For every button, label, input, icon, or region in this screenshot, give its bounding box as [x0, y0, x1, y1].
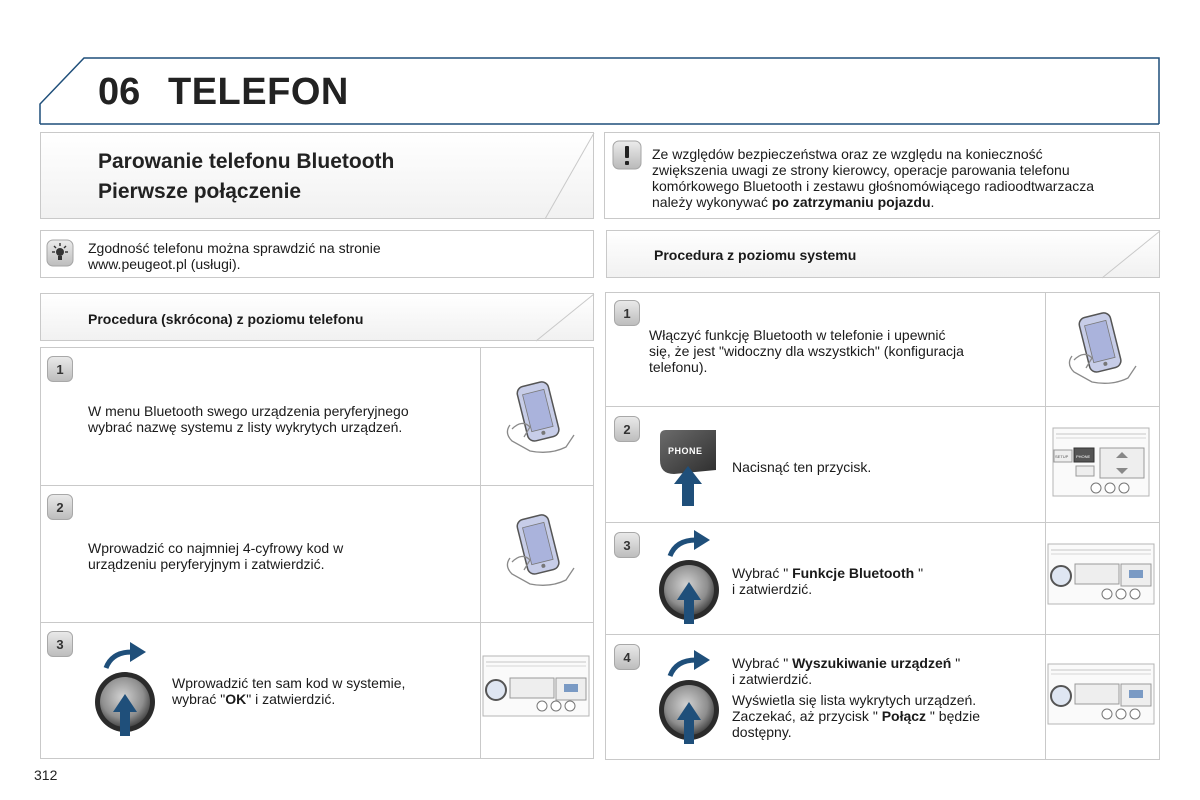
phone-key-press-icon — [658, 426, 720, 508]
right-procedure-header: Procedura z poziomu systemu — [654, 247, 857, 263]
chapter-number: 06 — [98, 71, 141, 113]
tip-line1: Zgodność telefonu można sprawdzić na stronie — [88, 240, 381, 256]
step-text-line2: urządzeniu peryferyjnym i zatwierdzić. — [88, 556, 325, 572]
step-badge: 1 — [614, 300, 640, 326]
phone-in-hand-icon — [1062, 306, 1142, 386]
step-badge: 1 — [47, 356, 73, 382]
chapter-title: TELEFON — [168, 71, 349, 113]
step-text-line5: dostępny. — [732, 724, 792, 740]
step-text-line1: Włączyć funkcję Bluetooth w telefonie i upewnić — [649, 327, 946, 343]
section-title-line1: Parowanie telefonu Bluetooth — [98, 150, 395, 173]
step-badge: 2 — [614, 416, 640, 442]
step-text-line1: Wprowadzić ten sam kod w systemie, — [172, 675, 406, 691]
radio-panel-phone-highlight — [1052, 426, 1152, 498]
step-text-line1: W menu Bluetooth swego urządzenia peryferyjnego — [88, 403, 409, 419]
warning-text-bold: po zatrzymaniu pojazdu — [771, 194, 931, 210]
section-title-line2: Pierwsze połączenie — [98, 180, 302, 203]
step-text-line2: i zatwierdzić. — [732, 581, 813, 597]
step-text-line1: Wybrać " Funkcje Bluetooth " — [732, 565, 924, 581]
phone-in-hand-icon — [500, 508, 580, 588]
step-text-line1: Nacisnąć ten przycisk. — [732, 459, 872, 475]
radio-setup-label: SETUP — [1055, 454, 1069, 459]
radio-phone-label: PHONE — [1076, 454, 1091, 459]
phone-key-label: PHONE — [668, 446, 703, 456]
page-number: 312 — [34, 767, 58, 783]
radio-panel-illustration — [1047, 542, 1157, 606]
step-text-line2: wybrać "OK" i zatwierdzić. — [172, 691, 336, 707]
left-header-corner — [535, 293, 595, 342]
rotary-knob-press-icon — [656, 650, 722, 746]
radio-panel-illustration — [1047, 662, 1157, 726]
rotary-knob-press-icon — [656, 530, 722, 626]
step-text-line4: Zaczekać, aż przycisk " Połącz " będzie — [732, 708, 981, 724]
radio-panel-illustration — [482, 654, 592, 718]
step-text-line3: Wyświetla się lista wykrytych urządzeń. — [732, 692, 977, 708]
step-text-line2: wybrać nazwę systemu z listy wykrytych urządzeń. — [88, 419, 403, 435]
step-badge: 4 — [614, 644, 640, 670]
lightbulb-icon — [46, 239, 74, 267]
step-badge: 3 — [614, 532, 640, 558]
tip-line2: www.peugeot.pl (usługi). — [88, 256, 241, 272]
step-text-line1: Wybrać " Wyszukiwanie urządzeń " — [732, 655, 961, 671]
warning-text — [652, 146, 1122, 210]
step-badge: 3 — [47, 631, 73, 657]
step-text-line3: telefonu). — [649, 359, 708, 375]
left-procedure-header: Procedura (skrócona) z poziomu telefonu — [88, 311, 364, 327]
step-text-line1: Wprowadzić co najmniej 4-cyfrowy kod w — [88, 540, 344, 556]
phone-in-hand-icon — [500, 375, 580, 455]
section-title-corner — [544, 132, 595, 220]
right-header-corner — [1101, 230, 1161, 279]
rotary-knob-press-icon — [92, 642, 158, 738]
warning-text-main: Ze względów bezpieczeństwa oraz ze względu na konieczność zwiększenia uwagi ze strony kierowcy, operacje parowania telefonu komórkowego Bluetooth i zestawu głośnomówiącego radioodtwarzacza należy wykonywać — [652, 146, 1095, 210]
step-text-line2: i zatwierdzić. — [732, 671, 813, 687]
step-text-line2: się, że jest "widoczny dla wszystkich" (konfiguracja — [649, 343, 964, 359]
warning-icon — [612, 140, 642, 170]
warning-text-end: . — [930, 194, 935, 210]
step-badge: 2 — [47, 494, 73, 520]
